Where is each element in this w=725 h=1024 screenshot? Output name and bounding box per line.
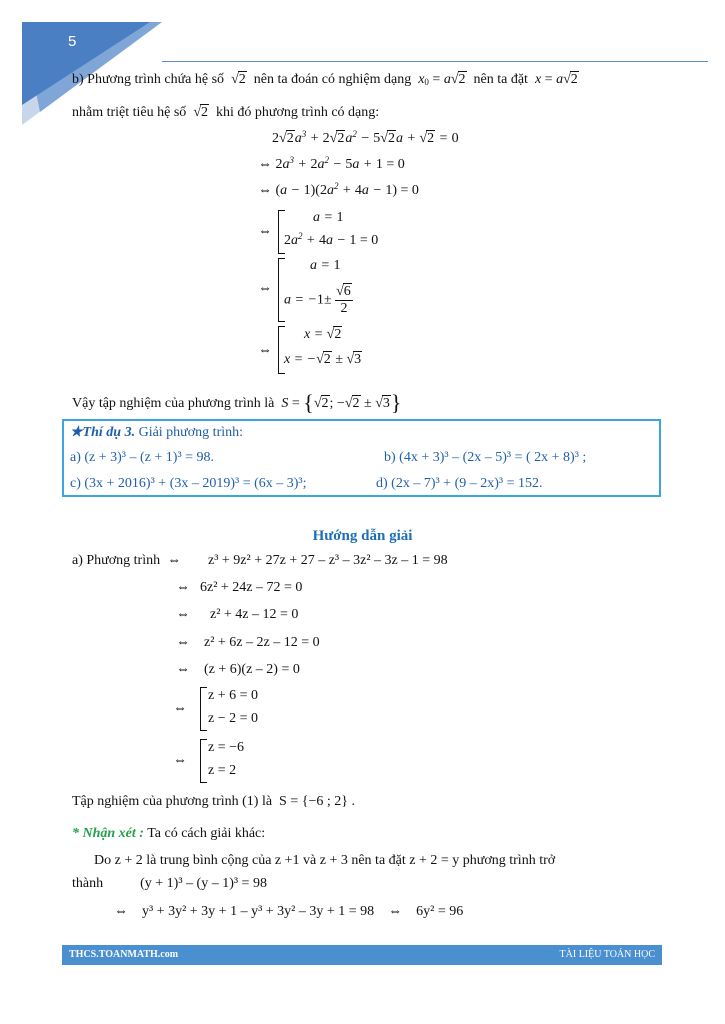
- sys1-line1: a = 1: [313, 210, 344, 225]
- partb-line1: b) Phương trình chứa hệ số √2 nên ta đoán có nghiệm dạng $x_0 = a√2$ nên ta đặt x = a√2: [72, 72, 578, 87]
- solution-set: Tập nghiệm của phương trình (1) là S = {−6 ; 2} .: [72, 794, 355, 809]
- footer-bar: [62, 945, 662, 965]
- page-number: 5: [68, 33, 77, 50]
- solution-heading: Hướng dẫn giải: [312, 528, 413, 544]
- solution-a-prefix: a) Phương trình ⇔: [72, 553, 182, 568]
- zsys1-line2: z − 2 = 0: [208, 711, 259, 726]
- example-title: ★Thí dụ 3. Giải phương trình:: [70, 425, 244, 440]
- remark-line1: Do z + 2 là trung bình cộng của z +1 và z + 3 nên ta đặt z + 2 = y phương trình trở: [94, 853, 556, 868]
- equiv-sym: ⇔: [258, 224, 272, 239]
- solution-step-3: z² + 4z – 12 = 0: [210, 607, 299, 622]
- example-a: a) (z + 3)³ – (z + 1)³ = 98.: [70, 450, 215, 465]
- equiv-sym: ⇔: [176, 662, 190, 677]
- header-rule: [162, 61, 708, 62]
- equiv-sym: ⇔: [176, 607, 190, 622]
- partb-line2: nhằm triệt tiêu hệ số √2 khi đó phương trình có dạng:: [72, 105, 380, 120]
- bracket: [200, 687, 207, 731]
- zsys2-line2: z = 2: [208, 763, 237, 778]
- partb-conclusion: Vậy tập nghiệm của phương trình là S = {√2; −√2 ± √3}: [72, 390, 402, 415]
- example-b: b) (4x + 3)³ – (2x – 5)³ = ( 2x + 8)³ ;: [384, 450, 587, 465]
- solution-step-5: (z + 6)(z – 2) = 0: [204, 662, 300, 677]
- remark: * Nhận xét : Ta có cách giải khác:: [72, 826, 266, 841]
- bracket: [200, 739, 207, 783]
- remark-line3: ⇔ y³ + 3y² + 3y + 1 – y³ + 3y² – 3y + 1 = 98 ⇔ 6y² = 96: [114, 904, 464, 919]
- eq-line-2: ⇔ $2a^3 + 2a^2 - 5a + 1 = 0$: [258, 155, 405, 172]
- sys2-line2: a = −1± $\frac{√6}{2}$: [284, 284, 351, 316]
- example-d: d) (2x – 7)³ + (9 – 2x)³ = 152.: [376, 476, 543, 491]
- sys2-line1: a = 1: [310, 258, 341, 273]
- equiv-sym: ⇔: [176, 635, 190, 650]
- sys3-line1: x = √2: [304, 327, 342, 342]
- eq-line-1: $2√2a^3 + 2√2a^2 - 5√2a + √2 = 0$: [272, 129, 459, 146]
- footer-tagline: TÀI LIỆU TOÁN HỌC: [559, 949, 655, 960]
- zsys1-line1: z + 6 = 0: [208, 688, 259, 703]
- zsys2-line1: z = −6: [208, 740, 245, 755]
- equiv-sym: ⇔: [176, 580, 190, 595]
- example-c: c) (3x + 2016)³ + (3x – 2019)³ = (6x – 3)³;: [70, 476, 307, 491]
- remark-line2: thành (y + 1)³ – (y – 1)³ = 98: [72, 876, 267, 891]
- solution-step-4: z² + 6z – 2z – 12 = 0: [204, 635, 320, 650]
- equiv-sym: ⇔: [258, 343, 272, 358]
- equiv-sym: ⇔: [173, 701, 187, 716]
- equiv-sym: ⇔: [258, 281, 272, 296]
- solution-step-2: 6z² + 24z – 72 = 0: [200, 580, 303, 595]
- equiv-sym: ⇔: [173, 753, 187, 768]
- solution-step-1: z³ + 9z² + 27z + 27 – z³ – 3z² – 3z – 1 = 98: [208, 553, 448, 568]
- sys3-line2: x = −√2 ± √3: [284, 352, 362, 367]
- eq-line-3: ⇔ $(a - 1)(2a^2 + 4a - 1) = 0$: [258, 181, 419, 198]
- sys1-line2: $2a^2 + 4a - 1 = 0$: [284, 231, 379, 248]
- footer-site: THCS.TOANMATH.com: [69, 949, 179, 960]
